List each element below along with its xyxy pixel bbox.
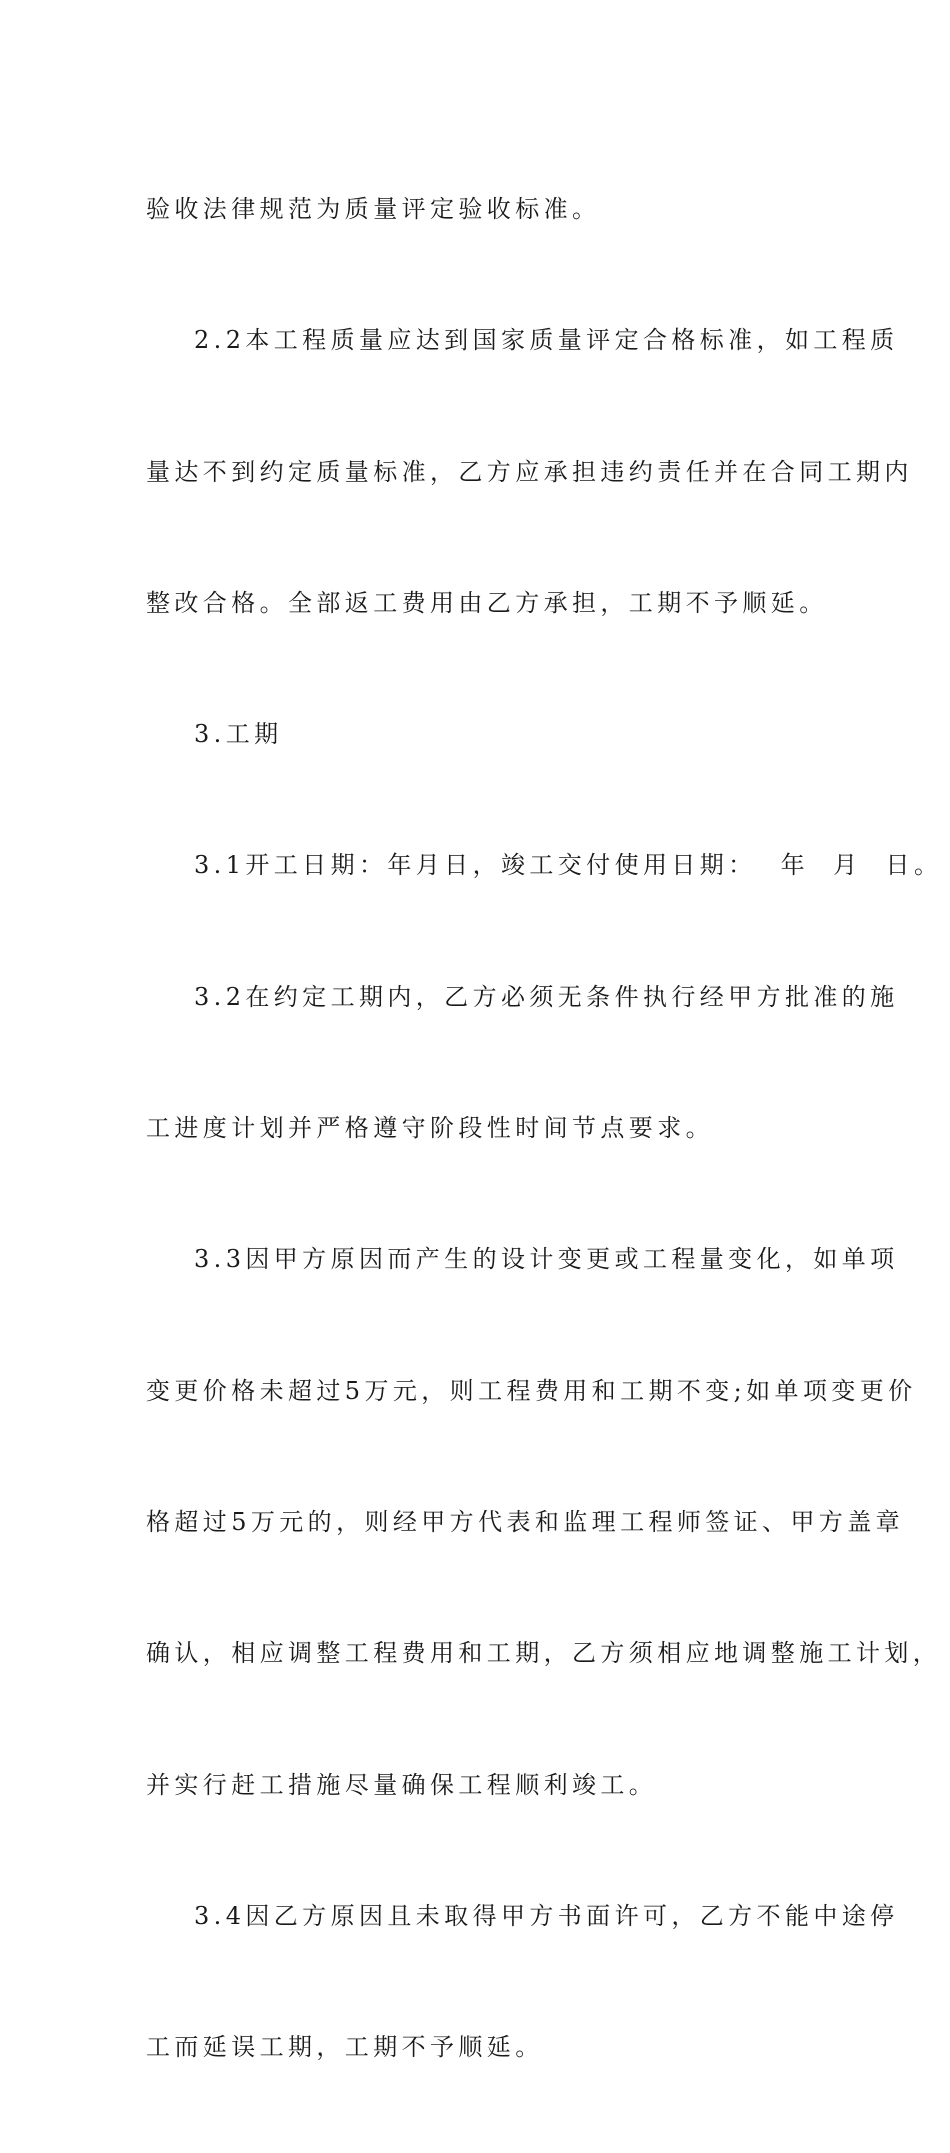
section-heading: 3.工期 [194,720,283,749]
text-line: 工而延误工期，工期不予顺延。 [146,2033,544,2062]
text-line: 3.4因乙方原因且未取得甲方书面许可，乙方不能中途停 [194,1901,899,1930]
text-line: 工进度计划并严格遵守阶段性时间节点要求。 [146,1114,714,1143]
text-line: 量达不到约定质量标准，乙方应承担违约责任并在合同工期内 [146,457,913,486]
text-line: 3.1开工日期：年月日，竣工交付使用日期： 年 月 日。 [194,851,943,880]
text-line: 3.3因甲方原因而产生的设计变更或工程量变化，如单项 [194,1245,899,1274]
text-line: 确认，相应调整工程费用和工期，乙方须相应地调整施工计划， [146,1639,942,1668]
text-line: 2.2本工程质量应达到国家质量评定合格标准，如工程质 [194,326,899,355]
text-line: 整改合格。全部返工费用由乙方承担，工期不予顺延。 [146,588,828,617]
text-line: 并实行赶工措施尽量确保工程顺利竣工。 [146,1770,658,1799]
text-line: 验收法律规范为质量评定验收标准。 [146,195,601,223]
text-line: 格超过5万元的，则经甲方代表和监理工程师签证、甲方盖章 [146,1507,905,1536]
text-line: 3.2在约定工期内，乙方必须无条件执行经甲方批准的施 [194,982,899,1011]
document-body [146,128,943,2153]
text-line: 变更价格未超过5万元，则工程费用和工期不变;如单项变更价 [146,1376,917,1405]
